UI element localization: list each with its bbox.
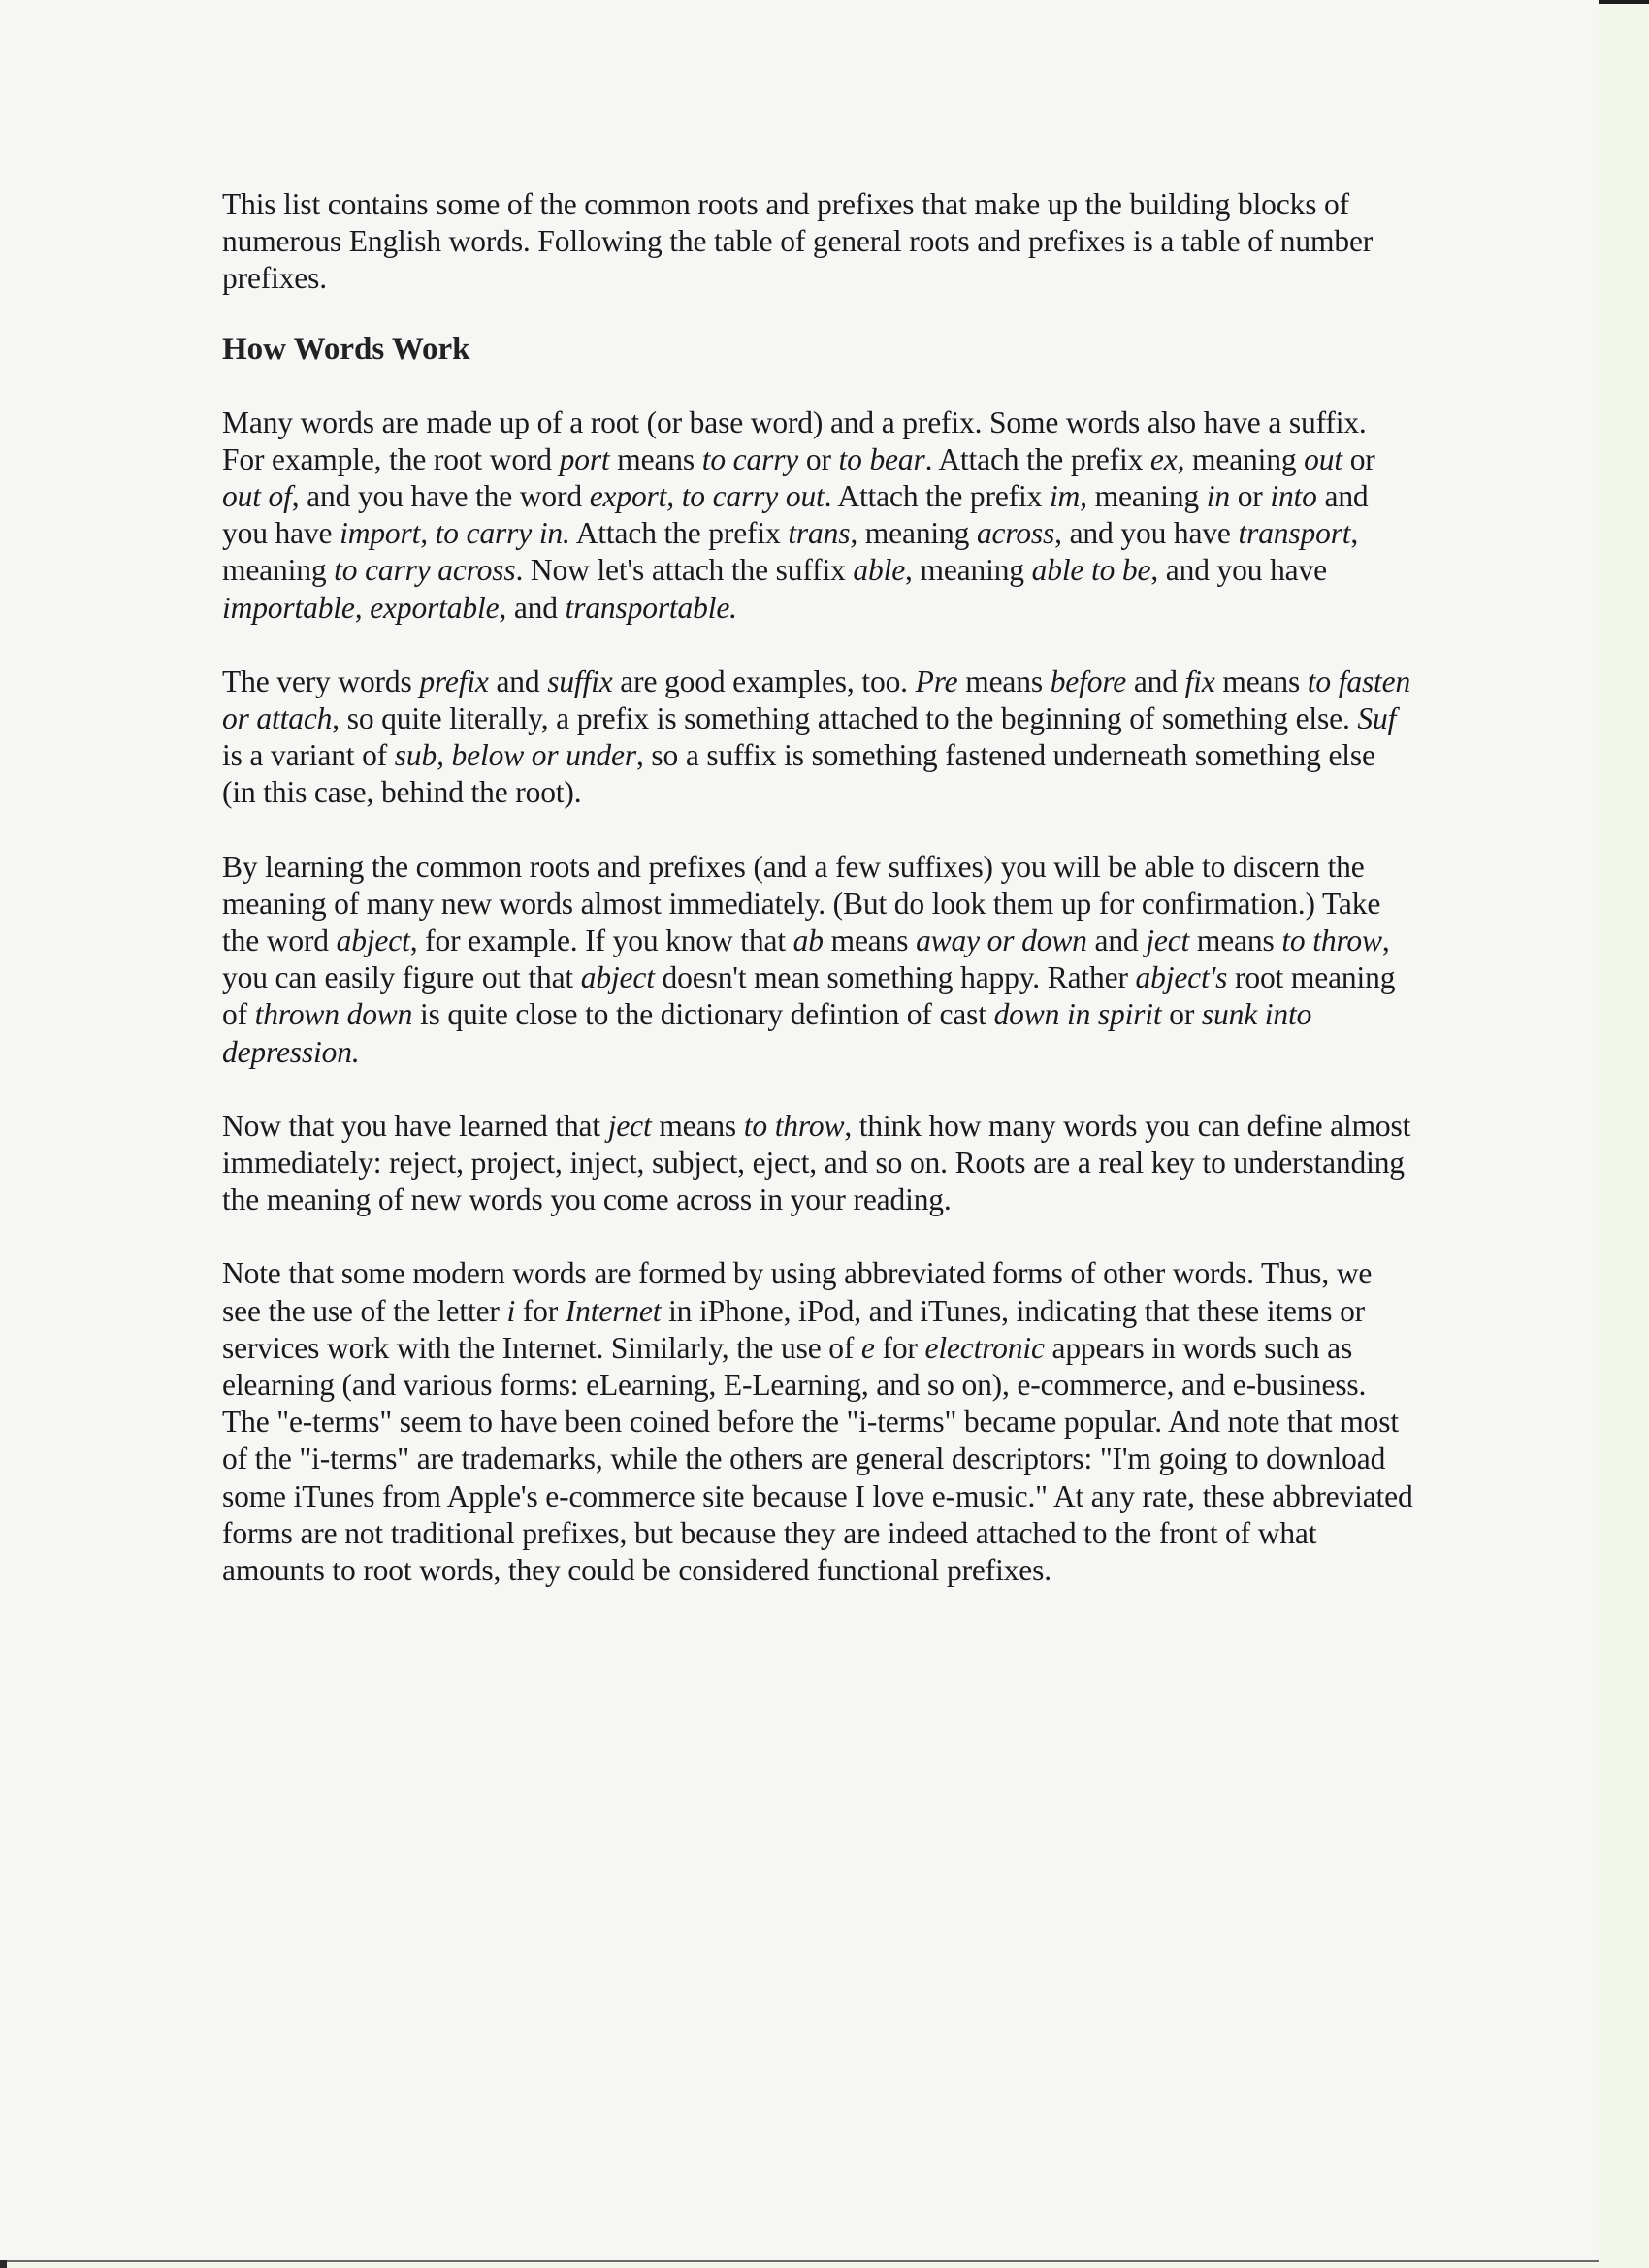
text-run: , and you have <box>1150 553 1327 588</box>
text-run: . Now let's attach the suffix <box>515 553 854 588</box>
scan-corner-mark <box>0 2260 7 2268</box>
text-run: or <box>1229 479 1271 514</box>
paragraph-learning-roots <box>222 849 1415 1071</box>
text-run: The very words <box>222 664 420 698</box>
scan-edge-bottom <box>0 2260 1599 2262</box>
italic-term: e <box>860 1330 875 1365</box>
italic-term: able to be <box>1031 553 1151 588</box>
italic-term: transport <box>1238 516 1351 551</box>
italic-term: to carry across <box>334 553 516 588</box>
text-run: or <box>798 441 839 476</box>
italic-term: before <box>1050 664 1127 698</box>
italic-term: i <box>506 1293 516 1328</box>
document-body <box>222 186 1415 1626</box>
italic-term: ex, <box>1149 441 1185 476</box>
italic-term: to throw <box>1281 923 1382 958</box>
text-run: means <box>1189 923 1282 958</box>
text-run: means <box>609 441 702 476</box>
italic-term: export, to carry out <box>589 479 824 514</box>
italic-term: in <box>1206 479 1230 514</box>
text-run: means <box>1214 664 1308 698</box>
italic-term: sub, below or under <box>394 738 636 773</box>
italic-term: to throw <box>743 1108 845 1143</box>
italic-term: down in spirit <box>993 997 1162 1032</box>
text-run: and you have <box>222 479 1369 551</box>
italic-term: trans, <box>788 516 858 551</box>
text-run: is quite close to the dictionary defintion of cast <box>412 997 994 1032</box>
text-run: Now that you have learned that <box>222 1108 608 1143</box>
italic-term: transportable. <box>565 590 737 625</box>
scan-margin-right <box>1599 0 1649 2268</box>
italic-term: fix <box>1184 664 1215 698</box>
text-run: meaning <box>1086 479 1207 514</box>
text-run: , and you have the word <box>291 479 590 514</box>
text-run: , and you have <box>1054 516 1239 551</box>
italic-term: port <box>559 441 610 476</box>
scan-edge-top <box>1599 0 1649 4</box>
text-run: , think how many words you can define almost immediately: reject, project, inject, subject, eject, and so on. Roots are a real key to understanding the meaning of new words you come across in your reading. <box>222 1108 1411 1217</box>
text-run: root meaning of <box>222 960 1396 1032</box>
italic-term: away or down <box>916 923 1087 958</box>
paragraph-ject-words <box>222 1108 1415 1219</box>
section-heading: How Words Work <box>222 331 470 367</box>
text-run: for <box>515 1293 566 1328</box>
text-run: By learning the common roots and prefixes (and a few suffixes) you will be able to discern the meaning of many new words almost immediately. (But do look them up for confirmation.) Take the word <box>222 849 1381 958</box>
italic-term: suffix <box>547 664 613 698</box>
text-run: , for example. If you know that <box>409 923 793 958</box>
text-run: and <box>488 664 548 698</box>
text-run: , you can easily figure out that <box>222 923 1390 995</box>
paragraph-prefix-suffix-examples <box>222 664 1415 812</box>
text-run: Attach the prefix <box>569 516 789 551</box>
italic-term: Pre <box>915 664 958 698</box>
italic-term: ject <box>607 1108 652 1143</box>
italic-term: to carry <box>701 441 799 476</box>
italic-term: abject <box>580 960 655 995</box>
text-run: doesn't mean something happy. Rather <box>654 960 1136 995</box>
text-run: , so a suffix is something fastened underneath something else (in this case, behind the root). <box>222 738 1375 810</box>
text-run: for <box>874 1330 925 1365</box>
text-run: and <box>1126 664 1185 698</box>
italic-term: importable, exportable, <box>222 590 507 625</box>
italic-term: to fasten or attach <box>222 664 1411 736</box>
text-run: are good examples, too. <box>612 664 916 698</box>
italic-term: out <box>1304 441 1342 476</box>
italic-term: across <box>976 516 1055 551</box>
italic-term: prefix <box>419 664 489 698</box>
text-run: meaning <box>1184 441 1305 476</box>
italic-term: electronic <box>924 1330 1045 1365</box>
text-run: is a variant of <box>222 738 395 773</box>
text-run: . Attach the prefix <box>824 479 1050 514</box>
text-run: and <box>1086 923 1147 958</box>
text-run: , meaning <box>905 553 1032 588</box>
text-run: or <box>1161 997 1202 1032</box>
italic-term: Internet <box>565 1293 662 1328</box>
paragraph-roots-and-prefixes <box>222 405 1415 627</box>
italic-term: ab <box>792 923 824 958</box>
paragraph-modern-prefixes <box>222 1255 1415 1589</box>
text-run: . Attach the prefix <box>924 441 1150 476</box>
intro-paragraph <box>222 186 1415 298</box>
italic-term: Suf <box>1357 701 1397 736</box>
text-run: , meaning <box>222 516 1359 588</box>
text-run: Many words are made up of a root (or base word) and a prefix. Some words also have a suffix. For example, the root word <box>222 405 1367 476</box>
italic-term: abject <box>336 923 410 958</box>
text-run: , so quite literally, a prefix is something attached to the beginning of something else. <box>332 701 1358 736</box>
text-run: or <box>1342 441 1375 476</box>
text-run: and <box>506 590 566 625</box>
italic-term: into <box>1270 479 1317 514</box>
text-run: means <box>957 664 1051 698</box>
text-run: meaning <box>857 516 977 551</box>
italic-term: ject <box>1146 923 1190 958</box>
italic-term: out of <box>222 479 292 514</box>
italic-term: to bear <box>838 441 925 476</box>
text-run: means <box>651 1108 744 1143</box>
text-run: in iPhone, iPod, and iTunes, indicating that these items or services work with the Internet. Similarly, the use of <box>222 1293 1366 1365</box>
italic-term: im, <box>1049 479 1087 514</box>
italic-term: sunk into depression. <box>222 997 1312 1069</box>
italic-term: able <box>853 553 906 588</box>
text-run: appears in words such as elearning (and various forms: eLearning, E-Learning, and so on), e-commerce, and e-business. The "e-terms" seem to have been coined before the "i-terms" became popular. And note that most of the "i-terms" are trademarks, while the others are general descriptors: "I'm going to download some iTunes from Apple's e-commerce site because I love e-music." At any rate, these abbreviated forms are not traditional prefixes, but because they are indeed attached to the front of what amounts to root words, they could be considered functional prefixes. <box>222 1330 1413 1588</box>
italic-term: thrown down <box>254 997 413 1032</box>
scan-margin-bottom <box>0 2262 1599 2268</box>
italic-term: abject's <box>1135 960 1228 995</box>
text-run: This list contains some of the common roots and prefixes that make up the building blocks of numerous English words. Following the table of general roots and prefixes is a table of number prefixes. <box>222 187 1374 296</box>
text-run: means <box>823 923 917 958</box>
italic-term: import, to carry in. <box>340 516 570 551</box>
text-run: Note that some modern words are formed by using abbreviated forms of other words. Thus, we see the use of the letter <box>222 1256 1373 1328</box>
